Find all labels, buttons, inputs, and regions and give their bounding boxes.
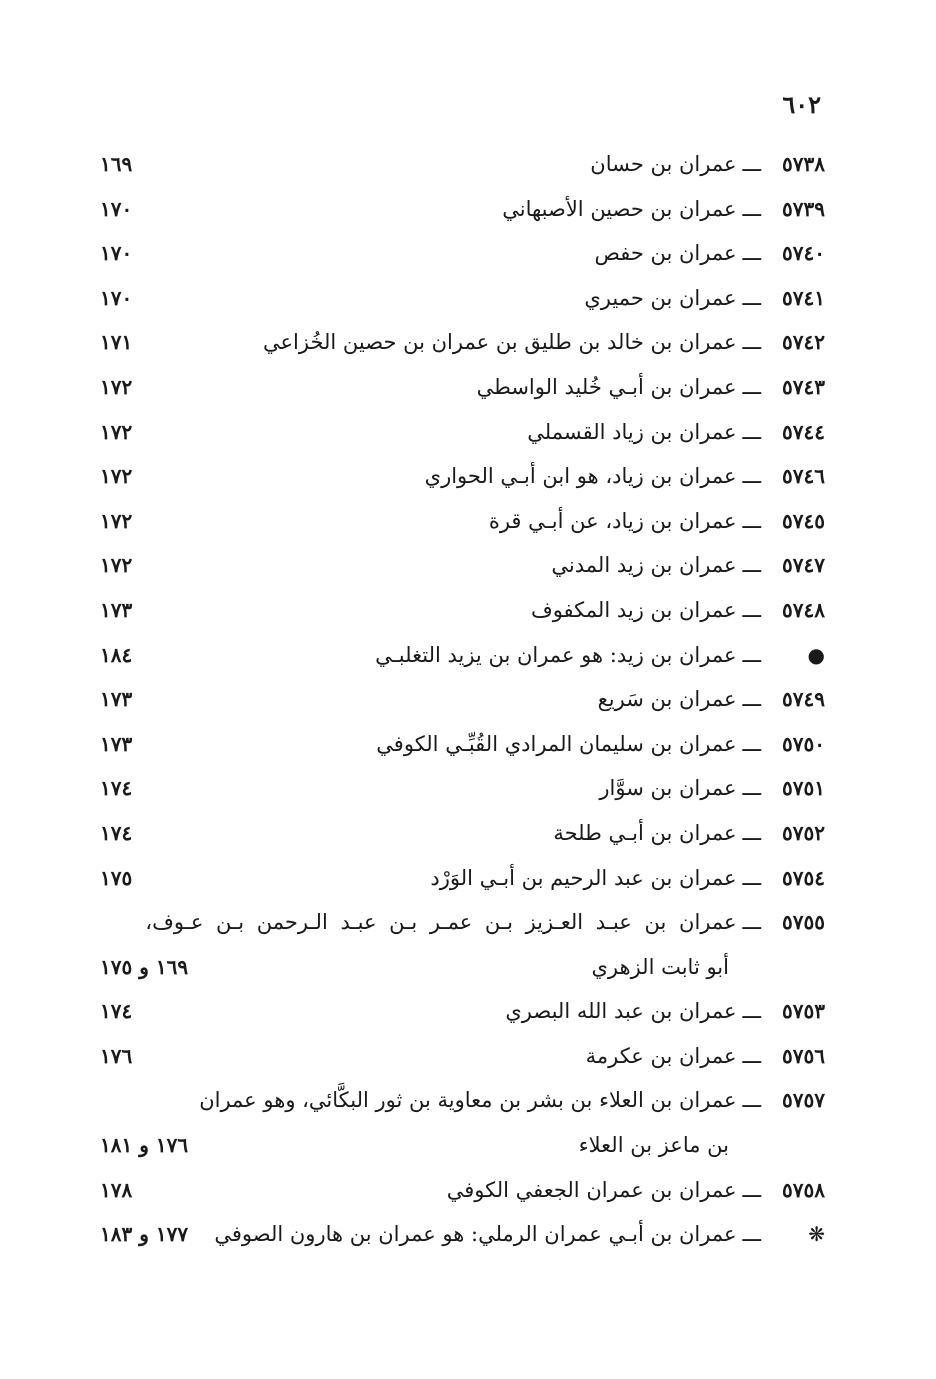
entry-pages: ١٧٤ [100, 776, 133, 801]
entry-dash: ـــ [742, 152, 761, 176]
index-entry [100, 588, 825, 633]
entry-number: ٥٧٥٠ [782, 731, 825, 756]
entry-name: عمران بن زياد، عن أبـي قرة [488, 508, 737, 533]
entry-number: ٥٧٥٢ [782, 820, 825, 845]
entry-dash: ـــ [742, 999, 761, 1024]
entry-pages: ١٦٩ [100, 152, 133, 176]
index-entry [100, 499, 825, 544]
entry-dash: ـــ [742, 508, 761, 533]
entry-number: ٥٧٤٤ [782, 419, 825, 444]
entry-dash: ـــ [742, 731, 761, 756]
entry-dash: ـــ [742, 196, 761, 221]
entry-number: ٥٧٤٦ [782, 464, 825, 489]
index-entry [100, 989, 825, 1034]
entry-name: عمران بن عكرمة [585, 1043, 737, 1068]
entry-dash: ـــ [742, 865, 761, 890]
index-entry [100, 722, 825, 767]
entry-dash: ـــ [742, 910, 761, 935]
entry-number: ٥٧٣٨ [782, 152, 825, 176]
index-list [100, 142, 825, 1257]
entry-pages: ١٧٤ [100, 999, 133, 1024]
entry-pages: ١٧٠ [100, 285, 133, 310]
index-entry [100, 187, 825, 232]
entry-name: عمران بن زياد، هو ابن أبـي الحواري [424, 464, 737, 489]
index-entry [100, 231, 825, 276]
entry-name: بن ماعز بن العلاء [578, 1133, 729, 1158]
entry-pages: ١٧٢ [100, 508, 133, 533]
index-entry [100, 900, 825, 945]
entry-name: عمران بن خالد بن طليق بن عمران بن حصين الخُزاعي [263, 330, 737, 355]
index-entry [100, 410, 825, 455]
entry-name: عمران بن زيد: هو عمران بن يزيد التغلبـي [375, 642, 737, 667]
index-entry [100, 276, 825, 321]
index-entry [100, 1034, 825, 1079]
entry-name: عمران بن أبـي عمران الرملي: هو عمران بن هارون الصوفي [214, 1222, 737, 1247]
entry-dash: ـــ [742, 553, 761, 578]
entry-number: ٥٧٥٥ [782, 910, 825, 935]
entry-number: ٥٧٥٤ [782, 865, 825, 890]
entry-name: عمران بن عبـد العـزيز بـن عمـر بـن عبـد الـرحمن بـن عـوف، [145, 910, 737, 935]
entry-pages: ١٧٠ [100, 241, 133, 266]
entry-pages: ١٨٤ [100, 642, 133, 667]
index-entry [100, 543, 825, 588]
entry-name: عمران بن العلاء بن بشر بن معاوية بن ثور البكَّائي، وهو عمران [199, 1088, 737, 1113]
entry-name: عمران بن سَريع [597, 687, 737, 712]
entry-dash: ـــ [742, 1222, 761, 1247]
entry-number: ٥٧٤٥ [782, 508, 825, 533]
entry-name: عمران بن حسان [590, 152, 737, 176]
entry-pages: ١٧٦ و ١٨١ [100, 1133, 189, 1158]
entry-number: ٥٧٥٨ [782, 1177, 825, 1202]
entry-number: ٥٧٥٣ [782, 999, 825, 1024]
entry-pages: ١٧٠ [100, 196, 133, 221]
entry-name: عمران بن حفص [594, 241, 737, 266]
entry-name: عمران بن عبد الرحيم بن أبـي الوَرْد [430, 865, 737, 890]
index-entry [100, 766, 825, 811]
entry-number: ٥٧٤٠ [782, 241, 825, 266]
entry-name: عمران بن زياد القسملي [527, 419, 737, 444]
entry-dash: ـــ [742, 776, 761, 801]
entry-name: عمران بن عمران الجعفي الكوفي [446, 1177, 737, 1202]
index-entry [100, 1078, 825, 1123]
entry-dash: ـــ [742, 1177, 761, 1202]
index-entry-cross-reference [100, 1212, 825, 1257]
index-entry [100, 677, 825, 722]
entry-dash: ـــ [742, 285, 761, 310]
entry-number: ٥٧٤٨ [782, 597, 825, 622]
entry-dash: ـــ [742, 419, 761, 444]
entry-number: ٥٧٥٧ [782, 1088, 825, 1113]
entry-number: ٥٧٣٩ [782, 196, 825, 221]
entry-dash: ـــ [742, 330, 761, 355]
entry-pages: ١٧٣ [100, 687, 133, 712]
entry-dash: ـــ [742, 1088, 761, 1113]
entry-pages: ١٧٦ [100, 1043, 133, 1068]
entry-pages: ١٧٢ [100, 553, 133, 578]
entry-dash: ـــ [742, 1043, 761, 1068]
index-entry [100, 365, 825, 410]
entry-dash: ـــ [742, 464, 761, 489]
entry-name: عمران بن حميري [584, 285, 737, 310]
entry-pages: ١٧٣ [100, 731, 133, 756]
entry-pages: ١٧٤ [100, 820, 133, 845]
entry-name: عمران بن أبـي طلحة [553, 820, 737, 845]
entry-name: عمران بن زيد المكفوف [530, 597, 737, 622]
entry-pages: ١٧٢ [100, 374, 133, 399]
entry-number: ٥٧٤٢ [782, 330, 825, 355]
index-entry [100, 1168, 825, 1213]
index-entry [100, 142, 825, 187]
entry-name: عمران بن حصين الأصبهاني [502, 196, 737, 221]
entry-number: ٥٧٥٦ [782, 1043, 825, 1068]
entry-dash: ـــ [742, 241, 761, 266]
entry-pages: ١٧٣ [100, 597, 133, 622]
entry-number: ٥٧٤١ [782, 285, 825, 310]
entry-pages: ١٧٨ [100, 1177, 133, 1202]
entry-name: عمران بن زيد المدني [551, 553, 737, 578]
index-entry [100, 320, 825, 365]
bullet-marker: ● [807, 642, 825, 667]
entry-name: أبو ثابت الزهري [591, 954, 729, 979]
entry-pages: ١٧٧ و ١٨٣ [100, 1222, 189, 1247]
index-entry [100, 454, 825, 499]
entry-pages: ١٧١ [100, 330, 133, 355]
page-number: ٦٠٢ [782, 90, 821, 119]
entry-dash: ـــ [742, 687, 761, 712]
index-entry-continuation [100, 945, 825, 990]
asterisk-marker: ❋ [808, 1222, 825, 1247]
entry-dash: ـــ [742, 374, 761, 399]
entry-name: عمران بن سوَّار [599, 776, 737, 801]
entry-pages: ١٧٢ [100, 419, 133, 444]
entry-name: عمران بن سليمان المرادي القُبِّـي الكوفي [376, 731, 737, 756]
entry-dash: ـــ [742, 642, 761, 667]
entry-name: عمران بن أبـي خُليد الواسطي [476, 374, 737, 399]
entry-pages: ١٧٥ [100, 865, 133, 890]
entry-number: ٥٧٤٣ [782, 374, 825, 399]
entry-number: ٥٧٤٩ [782, 687, 825, 712]
index-entry [100, 856, 825, 901]
index-entry-cross-reference [100, 633, 825, 678]
entry-number: ٥٧٥١ [782, 776, 825, 801]
entry-pages: ١٦٩ و ١٧٥ [100, 954, 189, 979]
entry-number: ٥٧٤٧ [782, 553, 825, 578]
entry-dash: ـــ [742, 597, 761, 622]
entry-dash: ـــ [742, 820, 761, 845]
entry-name: عمران بن عبد الله البصري [505, 999, 737, 1024]
entry-pages: ١٧٢ [100, 464, 133, 489]
index-entry-continuation [100, 1123, 825, 1168]
index-entry [100, 811, 825, 856]
